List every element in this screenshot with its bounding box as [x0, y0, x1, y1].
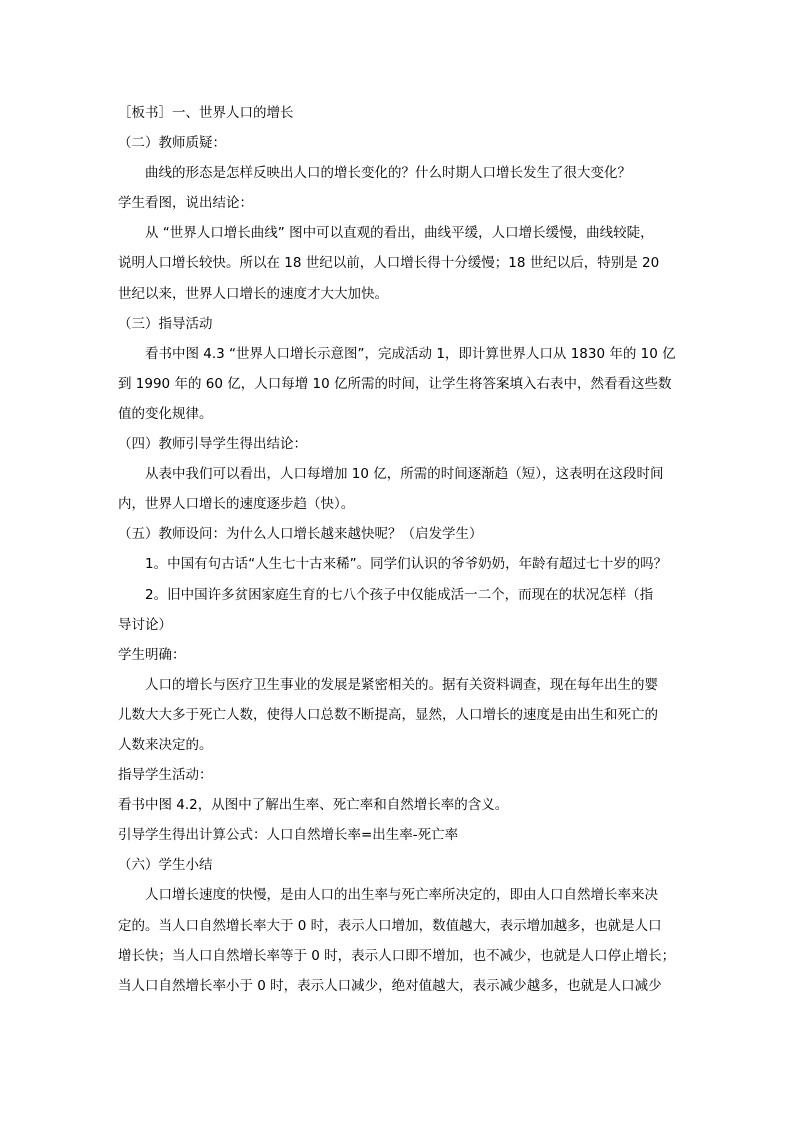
text-line: （四）教师引导学生得出结论：	[118, 436, 307, 453]
text-line: 2。旧中国许多贫困家庭生育的七八个孩子中仅能成活一二个，而现在的状况怎样（指	[145, 586, 654, 603]
text-line: 导讨论）	[118, 616, 172, 633]
text-line: 人口增长速度的快慢，是由人口的出生率与死亡率所决定的，即由人口自然增长率来决	[145, 887, 658, 904]
text-line: ［板书］一、世界人口的增长	[118, 105, 294, 121]
text-line: （五）教师设问：为什么人口增长越来越快呢？（启发学生）	[118, 526, 483, 543]
text-line: 指导学生活动：	[118, 767, 213, 784]
text-line: 1。中国有句古话“人生七十古来稀”。同学们认识的爷爷奶奶，年龄有超过七十岁的吗？	[145, 556, 668, 573]
text-line: 从 “世界人口增长曲线” 图中可以直观的看出，曲线平缓，人口增长缓慢，曲线较陡，	[145, 225, 654, 242]
text-line: 学生明确：	[118, 646, 186, 663]
text-line: 从表中我们可以看出，人口每增加 10 亿，所需的时间逐渐趋（短），这表明在这段时间	[145, 466, 664, 483]
text-line: 看书中图 4.3 “世界人口增长示意图”，完成活动 1，即计算世界人口从 1830 年的 10 亿	[145, 345, 676, 362]
text-line: 到 1990 年的 60 亿，人口每增 10 亿所需的时间，让学生将答案填入右表中，然看看这些数	[118, 375, 672, 392]
text-line: 内，世界人口增长的速度逐步趋（快）。	[118, 496, 355, 513]
text-line: 人数来决定的。	[118, 736, 213, 753]
text-line: 引导学生得出计算公式：人口自然增长率=出生率-死亡率	[118, 827, 459, 844]
text-line: 学生看图，说出结论：	[118, 195, 253, 212]
text-line: （二）教师质疑：	[118, 135, 226, 152]
text-line: 增长快；当人口自然增长率等于 0 时，表示人口即不增加，也不减少，也就是人口停止增长；	[118, 947, 676, 964]
text-line: 看书中图 4.2，从图中了解出生率、死亡率和自然增长率的含义。	[118, 797, 509, 814]
text-line: 人口的增长与医疗卫生事业的发展是紧密相关的。据有关资料调查，现在每年出生的婴	[145, 676, 658, 693]
text-line: （六）学生小结	[118, 857, 213, 874]
text-line: 值的变化规律。	[118, 405, 213, 422]
document-body	[118, 98, 680, 1001]
text-line: 当人口自然增长率小于 0 时，表示人口减少，绝对值越大，表示减少越多，也就是人口减少	[118, 977, 662, 994]
text-line: 定的。当人口自然增长率大于 0 时，表示人口增加，数值越大，表示增加越多，也就是人口	[118, 917, 662, 934]
text-line: 说明人口增长较快。所以在 18 世纪以前，人口增长得十分缓慢；18 世纪以后，特别是 20	[118, 255, 660, 272]
text-line: 世纪以来，世界人口增长的速度才大大加快。	[118, 285, 388, 302]
text-line: 儿数大大多于死亡人数，使得人口总数不断提高，显然，人口增长的速度是由出生和死亡的	[118, 706, 658, 723]
text-line: 曲线的形态是怎样反映出人口的增长变化的？什么时期人口增长发生了很大变化？	[145, 165, 631, 182]
text-line: （三）指导活动	[118, 315, 213, 332]
